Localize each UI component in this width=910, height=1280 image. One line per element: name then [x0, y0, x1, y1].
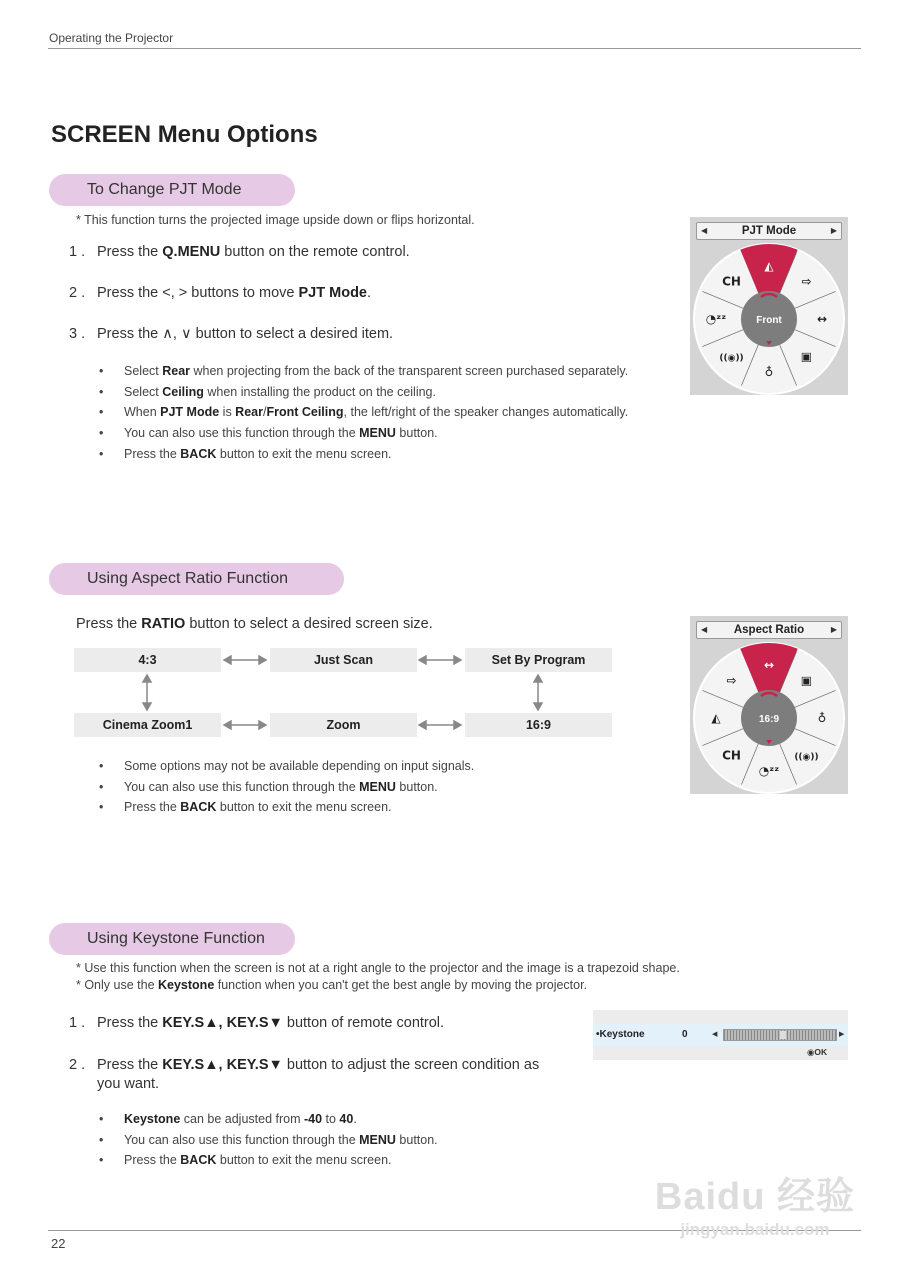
quick-menu-dial — [690, 616, 848, 794]
pjt-step-3: 3 . Press the ∧, ∨ button to select a desired item. — [69, 326, 394, 342]
double-arrow-icon — [224, 721, 266, 729]
ratio-option-zoom: Zoom — [270, 713, 417, 737]
double-arrow-icon — [419, 656, 461, 664]
keystone-step-2: 2 . Press the KEY.S▲, KEY.S▼ button to adjust the screen condition as you want. — [69, 1057, 540, 1092]
dial-title-bar: ◀ PJT Mode ▶ — [696, 222, 842, 240]
sleep-icon[interactable]: ◔ᶻᶻ — [705, 312, 727, 326]
aspect-ratio-dial-panel — [690, 616, 848, 794]
picture-icon[interactable]: ▣ — [800, 349, 813, 364]
dial-current-value: Front — [756, 315, 782, 326]
left-arrow-icon[interactable]: ◀ — [712, 1031, 718, 1038]
right-arrow-icon[interactable]: ▶ — [839, 1031, 845, 1038]
ratio-option-16-9: 16:9 — [465, 713, 612, 737]
bullet: • Press the BACK button to exit the menu screen. — [79, 1153, 579, 1174]
right-arrow-icon: ▶ — [830, 226, 837, 235]
pjt-mode-icon[interactable]: ◭ — [711, 711, 721, 725]
input-icon[interactable]: ⇨ — [726, 673, 737, 688]
ratio-intro: Press the RATIO button to select a desired screen size. — [76, 616, 433, 632]
pjt-step-2: 2 . Press the <, > buttons to move PJT Mode. — [69, 285, 372, 301]
keystone-value: 0 — [682, 1029, 688, 1040]
double-arrow-icon — [534, 675, 542, 710]
ratio-bullets — [79, 759, 679, 821]
pjt-note: * This function turns the projected image upside down or flips horizontal. — [76, 213, 475, 227]
bullet: • Some options may not be available depending on input signals. — [79, 759, 679, 780]
double-arrow-icon — [224, 656, 266, 664]
ratio-option-just-scan: Just Scan — [270, 648, 417, 672]
bullet: • You can also use this function through the MENU button. — [79, 426, 699, 447]
left-arrow-icon: ◀ — [701, 226, 708, 235]
keystone-note-2: * Only use the Keystone function when you can't get the best angle by moving the projector. — [76, 978, 588, 992]
ratio-option-cinema-zoom1: Cinema Zoom1 — [74, 713, 221, 737]
pjt-mode-dial-panel — [690, 217, 848, 395]
double-arrow-icon — [419, 721, 461, 729]
running-header: Operating the Projector — [49, 31, 174, 45]
right-arrow-icon: ▶ — [830, 625, 837, 634]
pjt-mode-icon[interactable]: ◭ — [764, 259, 774, 273]
aspect-icon[interactable]: ↔ — [816, 312, 828, 326]
section-heading-pjt-mode: To Change PJT Mode — [49, 174, 295, 206]
page-title: SCREEN Menu Options — [51, 121, 318, 148]
keystone-osd — [593, 1010, 848, 1060]
lamp-icon[interactable]: ♁ — [764, 365, 774, 379]
sound-icon[interactable]: ((◉)) — [794, 752, 819, 763]
lamp-icon[interactable]: ♁ — [817, 711, 827, 725]
picture-icon[interactable]: ▣ — [800, 673, 813, 688]
pjt-bullets — [79, 364, 699, 467]
keystone-label: •Keystone — [596, 1029, 645, 1040]
left-arrow-icon: ◀ — [701, 625, 708, 634]
keystone-bullets — [79, 1112, 579, 1174]
keystone-step-1: 1 . Press the KEY.S▲, KEY.S▼ button of remote control. — [69, 1015, 445, 1031]
ratio-cycle-arrows — [0, 640, 620, 750]
quick-menu-dial — [690, 217, 848, 395]
watermark-logo: Baidu 经验 jingyan.baidu.com — [654, 1176, 855, 1239]
ratio-option-set-by-program: Set By Program — [465, 648, 612, 672]
bullet: • You can also use this function through the MENU button. — [79, 1133, 579, 1154]
pjt-step-1: 1 . Press the Q.MENU button on the remote control. — [69, 244, 410, 260]
dial-current-value: 16:9 — [758, 714, 780, 725]
ok-hint: ◉OK — [807, 1047, 828, 1057]
keystone-note-1: * Use this function when the screen is not at a right angle to the projector and the image is a trapezoid shape. — [76, 961, 680, 975]
bullet: • Select Ceiling when installing the product on the ceiling. — [79, 385, 699, 406]
double-arrow-icon — [143, 675, 151, 710]
header-divider — [48, 48, 861, 49]
page-number: 22 — [51, 1236, 66, 1251]
ch-icon[interactable]: CH — [722, 748, 741, 763]
section-heading-keystone: Using Keystone Function — [49, 923, 295, 955]
bullet: • Keystone can be adjusted from -40 to 40. — [79, 1112, 579, 1133]
aspect-icon[interactable]: ↔ — [763, 658, 775, 672]
section-heading-aspect-ratio: Using Aspect Ratio Function — [49, 563, 344, 595]
bullet: • Press the BACK button to exit the menu screen. — [79, 447, 699, 468]
ratio-option-4-3: 4:3 — [74, 648, 221, 672]
ch-icon[interactable]: CH — [722, 274, 741, 289]
sleep-icon[interactable]: ◔ᶻᶻ — [758, 764, 780, 778]
dial-title-bar: ◀ Aspect Ratio ▶ — [696, 621, 842, 639]
slider-thumb[interactable] — [780, 1031, 786, 1039]
sound-icon[interactable]: ((◉)) — [719, 353, 744, 364]
input-icon[interactable]: ⇨ — [801, 274, 812, 289]
bullet: • Press the BACK button to exit the menu screen. — [79, 800, 679, 821]
keystone-slider[interactable] — [723, 1029, 837, 1041]
bullet: • Select Rear when projecting from the back of the transparent screen purchased separately. — [79, 364, 699, 385]
bullet: • When PJT Mode is Rear/Front Ceiling, the left/right of the speaker changes automatically. — [79, 405, 699, 426]
bullet: • You can also use this function through the MENU button. — [79, 780, 679, 801]
